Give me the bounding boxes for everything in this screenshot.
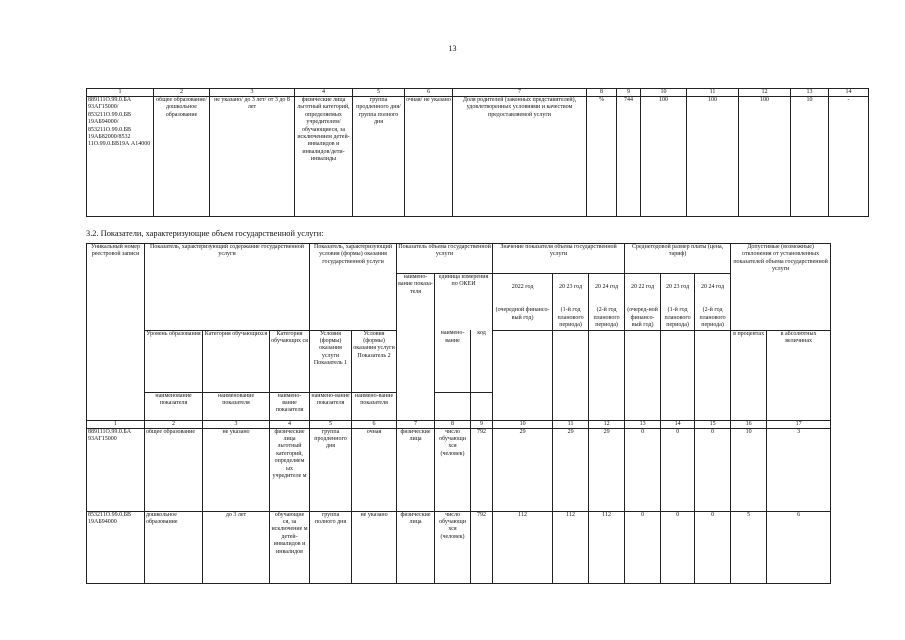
cell-registry-number: 853211О.99.0.БВ 19АБ94000 bbox=[87, 511, 145, 583]
header-unit: единица измерения по ОКЕИ bbox=[435, 274, 493, 331]
cell: Доля родителей (законных представителей), удовлетворенных условиями и качеством предоставляемой услуги bbox=[453, 97, 587, 217]
cell: группа продленного дня bbox=[310, 428, 352, 511]
cell: общее образование bbox=[145, 428, 203, 511]
cell: 6 bbox=[767, 511, 831, 583]
colnum: 8 bbox=[435, 420, 471, 428]
sub-condition-1: Условия (формы) оказания услуги Показатель 1 bbox=[310, 330, 352, 392]
cell: не указано bbox=[203, 428, 270, 511]
year-2024: 20 24 год bbox=[594, 284, 619, 290]
cell: очная bbox=[352, 428, 397, 511]
cell: 29 bbox=[553, 428, 589, 511]
colnum: 15 bbox=[695, 420, 731, 428]
cell: 792 bbox=[471, 511, 493, 583]
cell: не указано/ до 3 лет/ от 3 до 8 лет bbox=[210, 97, 295, 217]
volume-indicators-table bbox=[86, 243, 831, 584]
fee-year-2024: 20 24 год bbox=[700, 284, 725, 290]
page-number: 13 bbox=[448, 44, 457, 53]
table-row bbox=[87, 511, 831, 583]
colnum: 11 bbox=[687, 89, 739, 97]
period-1: (1-й год планового периода) bbox=[557, 307, 584, 329]
cell: 100 bbox=[641, 97, 687, 217]
colnum: 12 bbox=[589, 420, 625, 428]
cell: 0 bbox=[695, 428, 731, 511]
cell: 0 bbox=[661, 511, 695, 583]
colnum: 9 bbox=[471, 420, 493, 428]
sub-category-2: Категория обучающих ся bbox=[270, 330, 310, 392]
colnum: 4 bbox=[270, 420, 310, 428]
cell: 10 bbox=[791, 97, 829, 217]
cell: обучающие ся, за исключение м детей-инвалидов и инвалидов bbox=[270, 511, 310, 583]
period-next: (очередной финансо-вый год) bbox=[495, 307, 550, 321]
cell: 0 bbox=[695, 511, 731, 583]
deviation-absolute: в абсолютных величинах bbox=[767, 330, 831, 420]
colnum: 6 bbox=[405, 89, 453, 97]
fee-spacer bbox=[625, 330, 661, 420]
colnum: 16 bbox=[731, 420, 767, 428]
name-label: наименование показателя bbox=[145, 392, 203, 420]
sub-level: Уровень образования bbox=[145, 330, 203, 392]
sub-category: Категория обучающихся bbox=[203, 330, 270, 392]
cell: 100 bbox=[687, 97, 739, 217]
colnum: 14 bbox=[661, 420, 695, 428]
unit-name: наимено-вание bbox=[435, 330, 471, 392]
unit-code: код bbox=[471, 330, 493, 392]
colnum: 8 bbox=[587, 89, 617, 97]
colnum: 5 bbox=[353, 89, 405, 97]
colnum: 14 bbox=[829, 89, 869, 97]
colnum: 1 bbox=[87, 420, 145, 428]
fee-year-2022: 20 22 год bbox=[630, 284, 655, 290]
cell: 3 bbox=[767, 428, 831, 511]
table-row bbox=[87, 428, 831, 511]
fee-year-2023: 20 23 год bbox=[665, 284, 690, 290]
cell: 792 bbox=[471, 428, 493, 511]
value-spacer bbox=[493, 330, 553, 420]
cell: - bbox=[829, 97, 869, 217]
fee-period-next: (очеред-ной финансо-вый год) bbox=[627, 307, 658, 329]
colnum: 7 bbox=[453, 89, 587, 97]
colnum: 5 bbox=[310, 420, 352, 428]
header-unique-number: Уникальный номер реестровой записи bbox=[87, 244, 145, 421]
cell: 112 bbox=[553, 511, 589, 583]
cell: очная/ не указано bbox=[405, 97, 453, 217]
fee-period-1: (1-й год планового периода) bbox=[664, 307, 691, 329]
header-fee: Среднегодовой размер платы (цена, тариф) bbox=[625, 244, 731, 274]
year-2022: 2022 год bbox=[511, 284, 534, 290]
header-value: Значение показателя объема государственной услуги bbox=[493, 244, 625, 274]
cell: 112 bbox=[589, 511, 625, 583]
header-fee-year bbox=[625, 274, 661, 331]
colnum: 1 bbox=[87, 89, 154, 97]
table-row bbox=[87, 97, 869, 217]
cell: физические лица льготный категорий, определяем ых учредителе м bbox=[270, 428, 310, 511]
cell-registry-number: 889111О.99.0.БА 93АГ15000/ 853211О.99.0.БВ 19АБ94000/ 853211О.99.0.БВ 19АБ82000/8532 11О.99.0.БВ19А А14000 bbox=[87, 97, 154, 217]
colnum: 17 bbox=[767, 420, 831, 428]
cell: 0 bbox=[625, 428, 661, 511]
cell: 29 bbox=[589, 428, 625, 511]
cell: 112 bbox=[493, 511, 553, 583]
colnum: 10 bbox=[493, 420, 553, 428]
cell: группа полного дня bbox=[310, 511, 352, 583]
unit-spacer bbox=[471, 392, 493, 420]
name-label: наименование показателя bbox=[203, 392, 270, 420]
cell: 744 bbox=[617, 97, 641, 217]
header-fee-year bbox=[695, 274, 731, 331]
colnum: 9 bbox=[617, 89, 641, 97]
quality-indicators-table bbox=[86, 88, 869, 217]
colnum: 7 bbox=[397, 420, 435, 428]
section-heading: 3.2. Показатели, характеризующие объем государственной услуги: bbox=[86, 229, 324, 238]
header-year bbox=[493, 274, 553, 331]
colnum: 2 bbox=[145, 420, 203, 428]
cell: дошкольное образование bbox=[145, 511, 203, 583]
colnum: 13 bbox=[791, 89, 829, 97]
cell: физические лица льготный категорий, определяемых учредителем/ обучающиеся, за исключением детей-инвалидов и инвалидов/дети-инвалиды bbox=[295, 97, 353, 217]
colnum: 10 bbox=[641, 89, 687, 97]
cell-registry-number: 889111О.99.0.БА 93АГ15000 bbox=[87, 428, 145, 511]
fee-period-2: (2-й год планового периода) bbox=[699, 307, 726, 329]
colnum: 6 bbox=[352, 420, 397, 428]
value-spacer bbox=[589, 330, 625, 420]
column-numbers-row bbox=[87, 89, 869, 97]
colnum: 3 bbox=[203, 420, 270, 428]
colnum: 2 bbox=[154, 89, 210, 97]
colnum: 3 bbox=[210, 89, 295, 97]
cell: группа продленного дня/ группа полного дня bbox=[353, 97, 405, 217]
colnum: 13 bbox=[625, 420, 661, 428]
header-conditions: Показатель, характеризующий условия (формы) оказания государственной услуги bbox=[310, 244, 397, 331]
deviation-percent: в процентах bbox=[731, 330, 767, 420]
header-fee-year bbox=[661, 274, 695, 331]
unit-spacer bbox=[435, 392, 471, 420]
cell: число обучающи хся (человек) bbox=[435, 511, 471, 583]
period-2: (2-й год планового периода) bbox=[593, 307, 620, 329]
colnum: 11 bbox=[553, 420, 589, 428]
colnum: 4 bbox=[295, 89, 353, 97]
cell: 100 bbox=[739, 97, 791, 217]
cell: % bbox=[587, 97, 617, 217]
cell: физические лица bbox=[397, 428, 435, 511]
cell: 29 bbox=[493, 428, 553, 511]
header-volume-name: наимено-вание показа-теля bbox=[397, 274, 435, 421]
cell: физические лица bbox=[397, 511, 435, 583]
fee-spacer bbox=[661, 330, 695, 420]
cell: 0 bbox=[661, 428, 695, 511]
name-label: наимено-вание показателя bbox=[310, 392, 352, 420]
column-numbers-row bbox=[87, 420, 831, 428]
header-content: Показатель, характеризующий содержание государственной услуги bbox=[145, 244, 310, 331]
name-label: наимено-вание показателя bbox=[270, 392, 310, 420]
sub-condition-2: Условия (формы) оказания услуги Показатель 2 bbox=[352, 330, 397, 392]
cell: общее образование/ дошкольное образование bbox=[154, 97, 210, 217]
cell: 0 bbox=[625, 511, 661, 583]
year-2023: 20 23 год bbox=[558, 284, 583, 290]
header-volume: Показатель объема государственной услуги bbox=[397, 244, 493, 274]
name-label: наимено-вание показателя bbox=[352, 392, 397, 420]
header-year bbox=[553, 274, 589, 331]
cell: 5 bbox=[731, 511, 767, 583]
header-year bbox=[589, 274, 625, 331]
fee-spacer bbox=[695, 330, 731, 420]
cell: число обучающи хся (человек) bbox=[435, 428, 471, 511]
cell: до 3 лет bbox=[203, 511, 270, 583]
cell: не указано bbox=[352, 511, 397, 583]
cell: 10 bbox=[731, 428, 767, 511]
header-deviation: Допустимые (возможные) отклонения от установленных показателей объема государственной услуги bbox=[731, 244, 831, 331]
value-spacer bbox=[553, 330, 589, 420]
colnum: 12 bbox=[739, 89, 791, 97]
